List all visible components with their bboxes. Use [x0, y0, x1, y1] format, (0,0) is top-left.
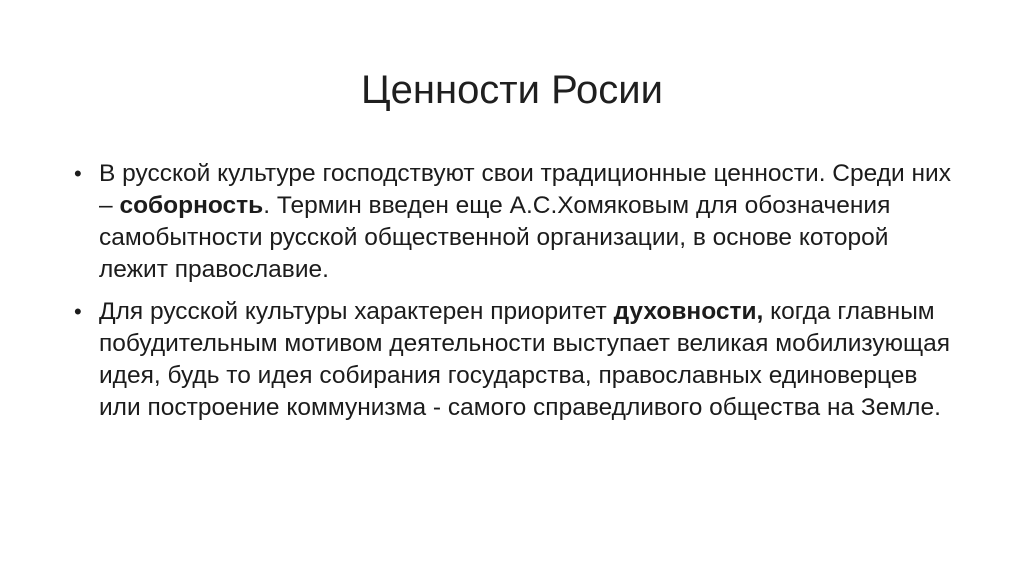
bullet-text-after: когда главным побудительным мотивом деятельности выступает великая мобилизующая идея, будь то идея собирания государства, православных единоверцев или построение коммунизма - самого справедливого общества на Земле. — [99, 298, 951, 421]
bullet-text-before: В русской культуре господствуют свои традиционные ценности. Среди них – — [99, 160, 951, 219]
bullet-list — [72, 158, 952, 434]
bullet-item — [72, 296, 952, 424]
bullet-text-bold: духовности, — [613, 298, 764, 325]
bullet-text-after: . Термин введен еще А.С.Хомяковым для обозначения самобытности русской общественной организации, в основе которой лежит православие. — [99, 192, 891, 283]
bullet-text-bold: соборность — [119, 192, 264, 219]
slide-title: Ценности Росии — [361, 68, 663, 112]
bullet-text-before: Для русской культуры характерен приоритет — [99, 298, 614, 325]
bullet-item — [72, 158, 952, 286]
bullet-dot-icon: • — [74, 161, 82, 186]
bullet-dot-icon: • — [74, 299, 82, 324]
